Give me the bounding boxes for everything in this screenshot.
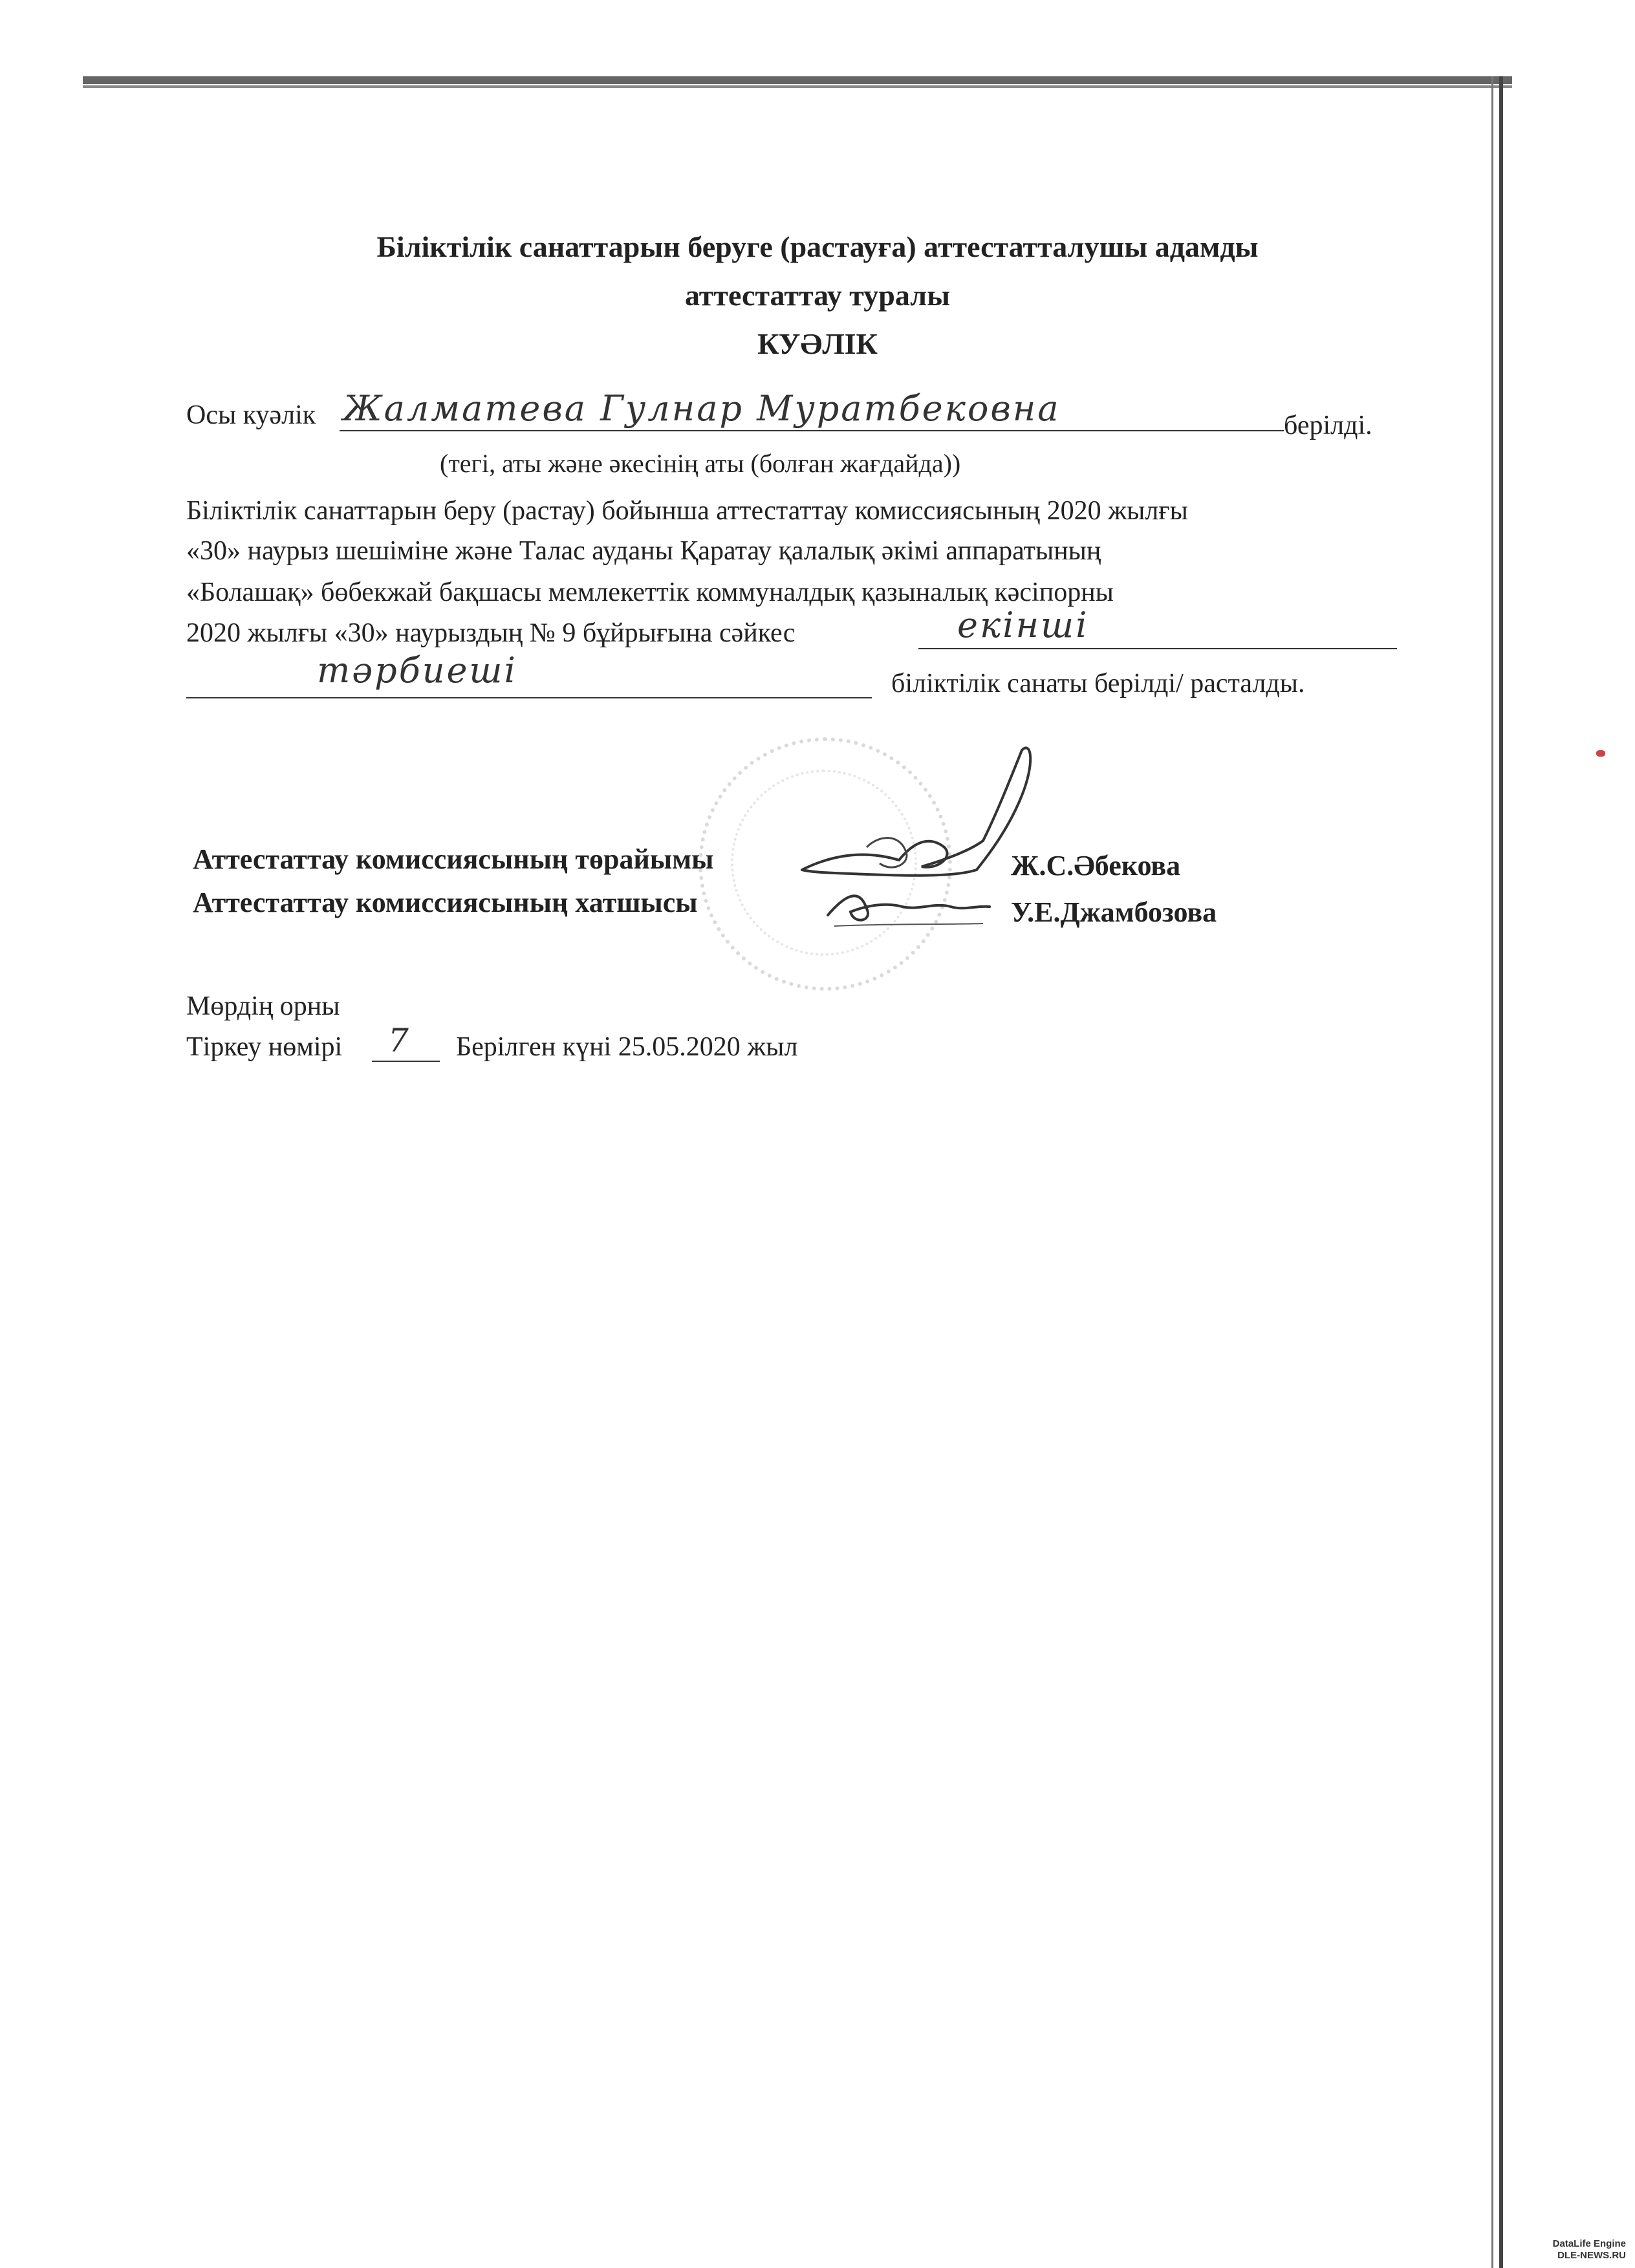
seal-place: Мөрдің орны: [186, 991, 340, 1021]
ink-speck: [1596, 750, 1605, 757]
category-handwritten-1: екінші: [957, 605, 1089, 645]
secretary-label: Аттестаттау комиссиясының хатшысы: [193, 887, 698, 918]
chair-label: Аттестаттау комиссиясының төрайымы: [193, 843, 714, 875]
title-line-2: аттестаттау туралы: [685, 279, 950, 312]
watermark-line-1: DataLife Engine: [1552, 2238, 1626, 2249]
issued-name-handwritten: Жалматева Гулнар Муратбековна: [343, 388, 1061, 429]
body-line-2: «30» наурыз шешіміне және Талас ауданы Қаратау қалалық әкімі аппаратының: [186, 536, 1101, 566]
body-line-5: біліктілік санаты берілді/ расталды.: [891, 669, 1305, 698]
title-line-1: Біліктілік санаттарын беруге (растауға) аттестатталушы адамды: [376, 230, 1259, 263]
chair-name: Ж.С.Әбекова: [1011, 850, 1181, 881]
page-frame-top-inner: [83, 85, 1512, 88]
watermark: [1553, 2238, 1626, 2262]
registration-underline: [372, 1061, 440, 1062]
issued-prefix: Осы куәлік: [186, 400, 316, 430]
chair-signature: [802, 748, 1030, 875]
issued-name-underline: [340, 430, 1284, 431]
secretary-signature: [828, 896, 990, 920]
body-line-4: 2020 жылғы «30» наурыздың № 9 бұйрығына сәйкес: [186, 618, 796, 648]
watermark-line-2: DLE-NEWS.RU: [1557, 2250, 1626, 2261]
registration-label: Тіркеу нөмірі: [186, 1032, 343, 1062]
title-certificate: КУӘЛІК: [757, 327, 878, 360]
body-line-3: «Болашақ» бөбекжай бақшасы мемлекеттік коммуналдық қазыналық кәсіпорны: [186, 578, 1114, 607]
body-line-1: Біліктілік санаттарын беру (растау) бойынша аттестаттау комиссиясының 2020 жылғы: [186, 496, 1188, 526]
issued-date: Берілген күні 25.05.2020 жыл: [456, 1032, 798, 1062]
registration-number: 7: [388, 1022, 411, 1059]
category-handwritten-2: тәрбиеші: [317, 650, 517, 691]
secretary-name: У.Е.Джамбозова: [1011, 896, 1217, 928]
category-underline-2: [186, 697, 872, 698]
secretary-signature-underline: [834, 923, 983, 926]
chair-signature-stroke: [867, 838, 907, 868]
page-frame-top: [83, 76, 1512, 84]
category-underline-1: [918, 648, 1397, 649]
page-frame-right-inner: [1491, 76, 1493, 2268]
page-frame-right: [1499, 76, 1503, 2268]
issued-caption: (тегі, аты және әкесінің аты (болған жағдайда)): [440, 449, 961, 478]
issued-suffix: берілді.: [1284, 411, 1372, 440]
signature-graphics: [789, 737, 1061, 951]
